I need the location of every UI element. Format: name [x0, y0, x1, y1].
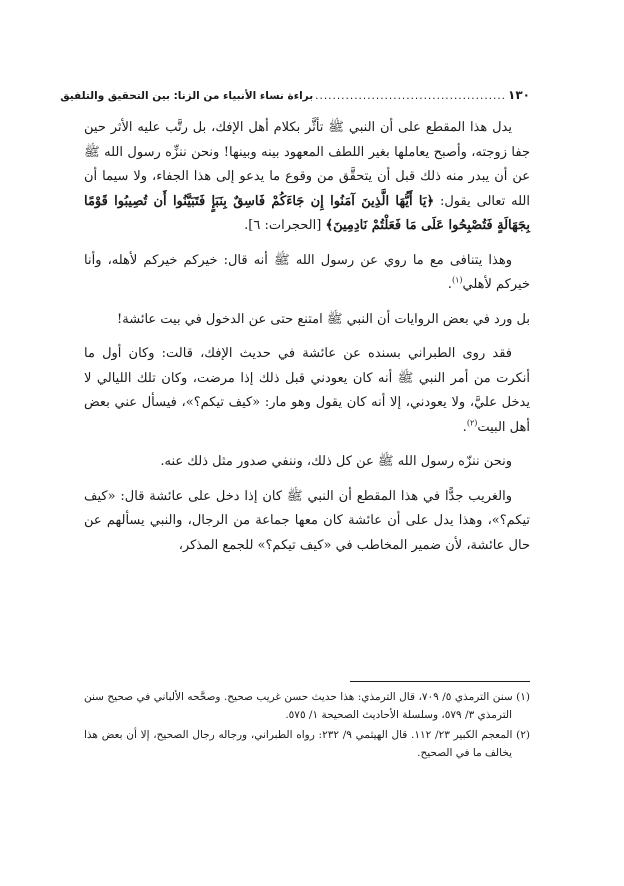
paragraph-4-text: فقد روى الطبراني بسنده عن عائشة في حديث الإفك، قالت: وكان أول ما أنكرت من أمر النبي ﷺ أنه كان يعودني قبل ذلك إذا مرضت، وكان تلك الليالي لا يدخل عليَّ، ولا يعودني، إلا أنه كان يقول وهو مار: «كيف تيكم؟»، فيسأل عني بعض أهل البيت	[84, 346, 530, 435]
paragraph-5: ونحن ننزّه رسول الله ﷺ عن كل ذلك، وننفي صدور مثل ذلك عنه.	[160, 454, 512, 469]
footnote-ref-1[interactable]: (١)	[451, 275, 463, 285]
footnote-1: (١) سنن الترمذي ٥/ ٧٠٩، قال الترمذي: هذا حديث حسن غريب صحيح. وصحَّحه الألباني في صحيح سنن الترمذي ٣/ ٥٧٩، وسلسلة الأحاديث الصحيحة ١/ ٥٧٥.	[84, 691, 530, 721]
body-text	[84, 116, 530, 568]
footnotes	[84, 688, 530, 764]
paragraph-1	[84, 116, 530, 239]
paragraph-4-end: .	[462, 419, 467, 435]
header-dot-leader: ............................................	[315, 90, 507, 102]
footnote-ref-2[interactable]: (٢)	[466, 418, 478, 428]
footnote-2: (٢) المعجم الكبير ٢٣/ ١١٢. قال الهيثمي ٩/ ٢٣٢: رواه الطبراني، ورجاله رجال الصحيح، إلا أن بعض هذا يخالف ما في الصحيح.	[84, 729, 530, 759]
paragraph-2-end: .	[447, 277, 452, 292]
running-title: براءة نساء الأنبياء من الزنا: بين التحقيق والتلفيق	[60, 90, 314, 102]
page-number: ١٣٠	[508, 88, 530, 102]
paragraph-6: والغريب جدًّا في هذا المقطع أن النبي ﷺ كان إذا دخل على عائشة قال: «كيف تيكم؟»، وهذا يدل على أن عائشة كان معها جماعة من الرجال، والنبي يسألهم عن حال عائشة، لأن ضمير المخاطب في «كيف تيكم؟» للجمع المذكر،	[84, 488, 530, 553]
paragraph-1-text: يدل هذا المقطع على أن النبي ﷺ تأثَّر بكلام أهل الإفك، بل رتَّب عليه الأثر حين جفا زوجته، وأصبح يعاملها بغير اللطف المعهود بينه وبينها! ونحن ننزِّه رسول الله ﷺ عن أن يبدر منه ذلك قبل أن يتحقَّق من وقوع ما يدعو إلى هذا الجفاء، ولا سيما أن الله تعالى يقول:	[84, 120, 530, 209]
paragraph-4	[84, 342, 530, 440]
quran-verse: ﴿يَا أَيُّهَا الَّذِينَ آمَنُوا إِن جَاءَكُمْ فَاسِقٌ بِنَبَإٍ فَتَبَيَّنُوا أَن تُصِيبُوا قَوْمًا بِجَهَالَةٍ فَتُصْبِحُوا عَلَى مَا فَعَلْتُمْ نَادِمِينَ﴾	[84, 193, 530, 233]
paragraph-2-text: وهذا يتنافى مع ما روي عن رسول الله ﷺ أنه قال: خيركم خيركم لأهله، وأنا خيركم لأهلي	[84, 252, 530, 292]
running-header	[60, 82, 530, 102]
paragraph-3: بل ورد في بعض الروايات أن النبي ﷺ امتنع حتى عن الدخول في بيت عائشة!	[117, 311, 530, 327]
verse-reference: [الحجرات: ٦].	[244, 218, 326, 233]
footnote-divider	[350, 681, 530, 682]
paragraph-2	[84, 249, 530, 298]
